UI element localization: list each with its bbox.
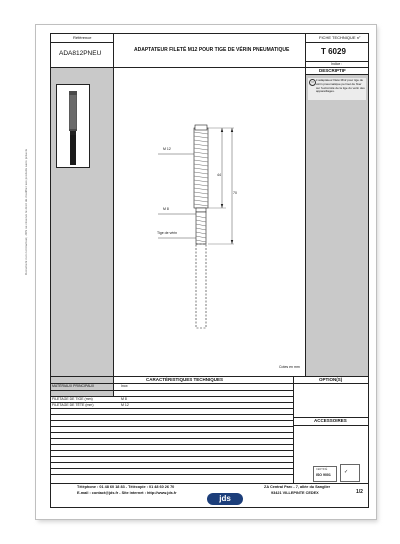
char-value-rod-thread: M 8 <box>121 396 127 401</box>
accessories-title-line <box>293 425 368 426</box>
accessories-title: ACCESSOIRES <box>314 418 347 423</box>
header-line <box>51 42 113 43</box>
char-row-line <box>51 420 293 421</box>
char-row-line <box>51 390 293 391</box>
label-rod: Tige de vérin <box>157 231 178 235</box>
label-m8: M 8 <box>163 207 169 211</box>
options-divider <box>293 376 294 483</box>
sheet-title: ADAPTATEUR FILETÉ M12 POUR TIGE DE VÉRIN PNEUMATIQUE <box>134 47 290 53</box>
char-label-head-thread: FILETAGE DE TÊTE (mm) <box>52 402 94 407</box>
char-row-line <box>51 432 293 433</box>
reference-label: Référence <box>73 35 92 40</box>
units-note: Cotes en mm <box>279 365 300 369</box>
char-value-head-thread: M 12 <box>121 402 129 407</box>
char-label-rod-thread: FILETAGE DE TIGE (mm) <box>52 396 93 401</box>
description-box <box>308 78 366 100</box>
char-label-materials: MATÉRIAUX PRINCIPAUX <box>52 384 95 388</box>
sheet-label-line <box>305 42 368 43</box>
footer-top-line <box>51 483 368 484</box>
reference-value: ADA812PNEU <box>59 50 102 57</box>
footer-address-2: 93421 VILLEPINTE CEDEX <box>271 491 319 495</box>
brand-logo: jds <box>207 493 243 505</box>
footer-phone: Téléphone : 01 48 60 18 83 - Télécopie : 01 48 60 26 70 <box>77 485 175 489</box>
info-icon: ⇨ <box>309 79 316 86</box>
adapter-photo-icon <box>57 85 89 167</box>
char-row-line <box>51 468 293 469</box>
dimension-44: 44 <box>217 173 221 177</box>
label-m12: M 12 <box>163 147 171 151</box>
footer-email: E-mail : contact@jds.fr - Site internet : http://www.jds.fr <box>77 491 177 495</box>
description-title: DESCRIPTIF <box>319 68 346 73</box>
char-row-line <box>51 450 293 451</box>
options-title-line <box>293 383 368 384</box>
disclaimer-vertical-text: Document non contractuel, JDS se réserve le droit de modifier ses produits sans préavis <box>24 148 28 275</box>
sheet-number-label: FICHE TECHNIQUE n° <box>319 35 361 40</box>
char-row-line <box>51 444 293 445</box>
char-row-line <box>51 456 293 457</box>
page-number: 1/2 <box>356 489 363 495</box>
sheet-number: T 6029 <box>321 47 346 56</box>
char-value-materials: Inox <box>121 384 128 388</box>
char-row-line <box>51 426 293 427</box>
certification-sub: CERTIFIÉ <box>316 468 328 471</box>
certification-name: ISO 9001 <box>316 473 331 477</box>
char-row-line <box>51 414 293 415</box>
description-text: L'adaptateur fileté M12 pour tige de vérin pneumatique permet de fixer sur l'extrémité de la tige du vérin des appareillages. <box>316 78 365 94</box>
characteristics-title: CARACTÉRISTIQUES TECHNIQUES <box>146 376 224 382</box>
product-photo <box>56 84 90 168</box>
sheet-frame <box>50 33 369 508</box>
dimension-70: 70 <box>233 191 237 195</box>
technical-drawing <box>114 68 305 376</box>
char-row-line <box>51 474 293 475</box>
options-title: OPTION(S) <box>319 376 343 382</box>
index-label: Indice : <box>331 62 343 66</box>
technical-sheet <box>24 24 377 520</box>
certification-mark-icon: ✓ <box>340 464 360 482</box>
footer-address-1: ZA Central Parc - 7, allée du Sanglier <box>264 485 331 489</box>
certification-badge <box>313 466 337 482</box>
char-row-line <box>51 438 293 439</box>
char-row-line <box>51 462 293 463</box>
description-panel <box>306 75 368 376</box>
char-row-line <box>51 408 293 409</box>
